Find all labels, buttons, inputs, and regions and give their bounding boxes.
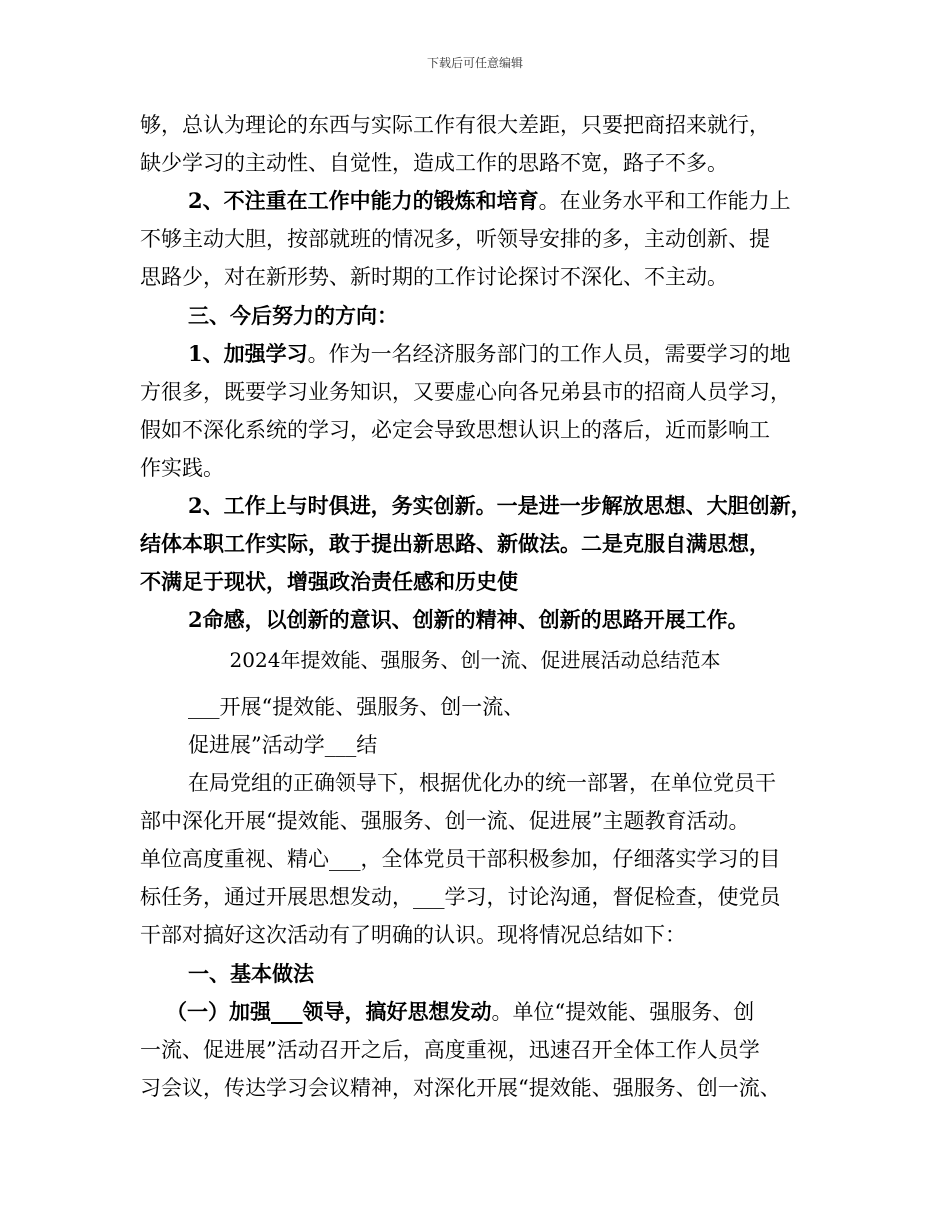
body-line: 假如不深化系统的学习，必定会导致思想认识上的落后，近而影响工 xyxy=(140,418,770,442)
body-line-bold: 结体本职工作实际，敢于提出新思路、新做法。二是克服自满思想， xyxy=(140,531,770,556)
body-line: 够，总认为理论的东西与实际工作有很大差距，只要把商招来就行， xyxy=(140,113,770,137)
paragraph-lead: 1、加强学习 xyxy=(188,341,308,366)
paragraph-lead: （一）加强___领导，搞好思想发动 xyxy=(166,999,492,1024)
subtitle-line: 促进展”活动学___结 xyxy=(188,733,378,757)
paragraph-text: 。单位“提效能、强服务、创 xyxy=(491,1000,755,1024)
body-line: 干部对搞好这次活动有了明确的认识。现将情况总结如下： xyxy=(140,923,686,947)
body-line: 作实践。 xyxy=(140,456,224,480)
body-line: 一流、促进展”活动召开之后，高度重视，迅速召开全体工作人员学 xyxy=(140,1038,760,1062)
body-line: 在局党组的正确领导下，根据优化办的统一部署，在单位党员干 xyxy=(188,771,776,795)
paragraph-first-line xyxy=(166,1000,754,1024)
paragraph-lead: 2、不注重在工作中能力的锻炼和培育 xyxy=(188,188,539,213)
body-line-bold: 2、工作上与时俱进，务实创新。一是进一步解放思想、大胆创新， xyxy=(188,493,812,518)
body-line: 缺少学习的主动性、自觉性，造成工作的思路不宽，路子不多。 xyxy=(140,151,728,175)
body-line: 习会议，传达学习会议精神，对深化开展“提效能、强服务、创一流、 xyxy=(140,1076,781,1100)
body-line: 单位高度重视、精心___，全体党员干部积极参加，仔细落实学习的目 xyxy=(140,847,781,871)
subtitle-line: ___开展“提效能、强服务、创一流、 xyxy=(188,695,525,719)
body-line: 方很多，既要学习业务知识，又要虚心向各兄弟县市的招商人员学习， xyxy=(140,380,791,404)
paragraph-first-line xyxy=(188,342,791,366)
body-line: 不够主动大胆，按部就班的情况多，听领导安排的多，主动创新、提 xyxy=(140,227,770,251)
paragraph-first-line xyxy=(188,189,791,213)
body-line: 部中深化开展“提效能、强服务、创一流、促进展”主题教育活动。 xyxy=(140,809,750,833)
page-header: 下载后可任意编辑 xyxy=(426,56,523,70)
paragraph-text: 。在业务水平和工作能力上 xyxy=(538,189,791,213)
body-line: 思路少，对在新形势、新时期的工作讨论探讨不深化、不主动。 xyxy=(140,265,728,289)
document-title: 2024年提效能、强服务、创一流、促进展活动总结范本 xyxy=(229,648,721,672)
body-line-bold: 不满足于现状，增强政治责任感和历史使 xyxy=(140,569,518,594)
body-line: 标任务，通过开展思想发动，___学习，讨论沟通，督促检查，使党员 xyxy=(140,885,781,909)
body-line-bold: 2命感，以创新的意识、创新的精神、创新的思路开展工作。 xyxy=(188,607,749,632)
section-heading: 三、今后努力的方向： xyxy=(188,303,398,328)
paragraph-text: 。作为一名经济服务部门的工作人员，需要学习的地 xyxy=(307,342,791,366)
section-heading: 一、基本做法 xyxy=(188,961,314,986)
